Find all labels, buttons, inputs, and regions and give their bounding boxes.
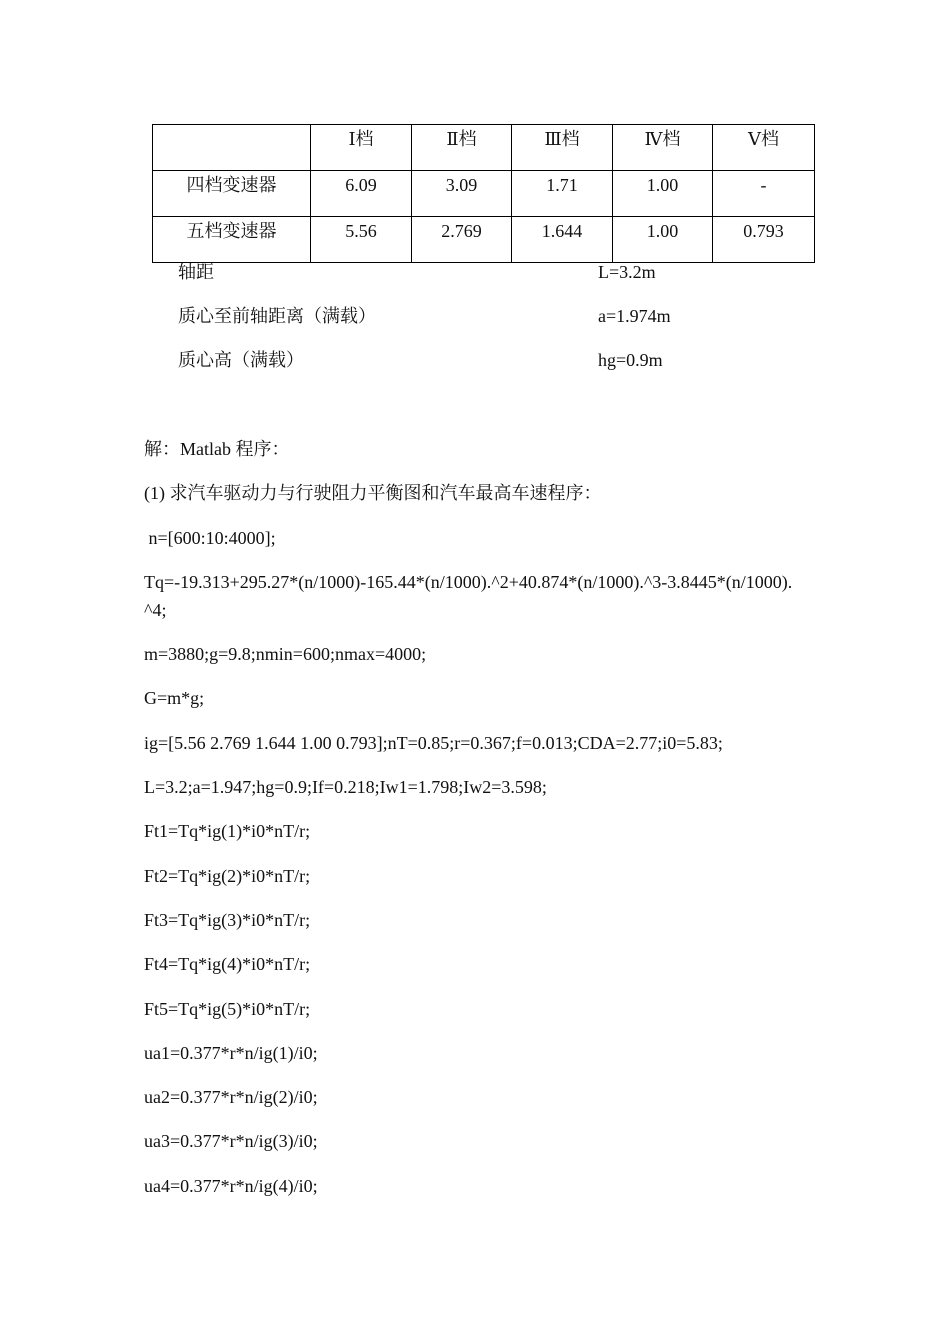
code-line: Ft3=Tq*ig(3)*i0*nT/r; xyxy=(144,909,311,930)
code-line: ua3=0.377*r*n/ig(3)/i0; xyxy=(144,1131,318,1152)
code-line: Tq=-19.313+295.27*(n/1000)-165.44*(n/1000).^2+40.874*(n/1000).^3-3.8445*(n/1000).^4; xyxy=(144,571,793,620)
table-header-cell: Ⅲ档 xyxy=(512,125,613,171)
code-line: L=3.2;a=1.947;hg=0.9;If=0.218;Iw1=1.798;Iw2=3.598; xyxy=(144,777,547,798)
table-cell: 1.71 xyxy=(512,171,613,217)
table-cell: 五档变速器 xyxy=(153,217,311,263)
code-line: m=3880;g=9.8;nmin=600;nmax=4000; xyxy=(144,644,427,665)
param-value: hg=0.9m xyxy=(598,350,663,370)
table-header-cell: Ⅰ档 xyxy=(311,125,412,171)
param-value: L=3.2m xyxy=(598,262,656,282)
gear-ratio-table xyxy=(152,124,815,263)
code-line: Ft1=Tq*ig(1)*i0*nT/r; xyxy=(144,821,311,842)
table-cell: 2.769 xyxy=(412,217,512,263)
code-line: ig=[5.56 2.769 1.644 1.00 0.793];nT=0.85;r=0.367;f=0.013;CDA=2.77;i0=5.83; xyxy=(144,732,723,753)
table-header-cell: Ⅳ档 xyxy=(613,125,713,171)
code-line: ua4=0.377*r*n/ig(4)/i0; xyxy=(144,1175,318,1196)
table-cell: 6.09 xyxy=(311,171,412,217)
param-label: 质心至前轴距离（满载） xyxy=(178,306,376,326)
table-cell: 3.09 xyxy=(412,171,512,217)
table-cell: 1.00 xyxy=(613,217,713,263)
param-label: 轴距 xyxy=(178,262,214,282)
table-cell: 1.00 xyxy=(613,171,713,217)
table-row xyxy=(153,171,815,217)
param-value: a=1.974m xyxy=(598,306,671,326)
table-header-row xyxy=(153,125,815,171)
param-row xyxy=(178,346,798,390)
param-row xyxy=(178,258,798,302)
code-line: Ft4=Tq*ig(4)*i0*nT/r; xyxy=(144,954,311,975)
table-cell: 四档变速器 xyxy=(153,171,311,217)
table-cell: - xyxy=(713,171,815,217)
vehicle-parameters xyxy=(178,258,798,390)
solution-heading: 解：Matlab 程序： xyxy=(144,439,290,459)
param-label: 质心高（满载） xyxy=(178,350,304,370)
code-line: G=m*g; xyxy=(144,688,205,709)
code-line: Ft2=Tq*ig(2)*i0*nT/r; xyxy=(144,865,311,886)
table-cell: 1.644 xyxy=(512,217,613,263)
table-header-cell xyxy=(153,125,311,171)
solution-body xyxy=(144,435,794,1216)
code-line: ua1=0.377*r*n/ig(1)/i0; xyxy=(144,1042,318,1063)
section-heading: (1) 求汽车驱动力与行驶阻力平衡图和汽车最高车速程序： xyxy=(144,483,602,504)
table-header-cell: Ⅱ档 xyxy=(412,125,512,171)
table-row xyxy=(153,217,815,263)
code-line: Ft5=Tq*ig(5)*i0*nT/r; xyxy=(144,998,311,1019)
table-cell: 5.56 xyxy=(311,217,412,263)
code-line: ua2=0.377*r*n/ig(2)/i0; xyxy=(144,1087,318,1108)
table-cell: 0.793 xyxy=(713,217,815,263)
table-header-cell: Ⅴ档 xyxy=(713,125,815,171)
param-row xyxy=(178,302,798,346)
code-line: n=[600:10:4000]; xyxy=(144,527,276,548)
